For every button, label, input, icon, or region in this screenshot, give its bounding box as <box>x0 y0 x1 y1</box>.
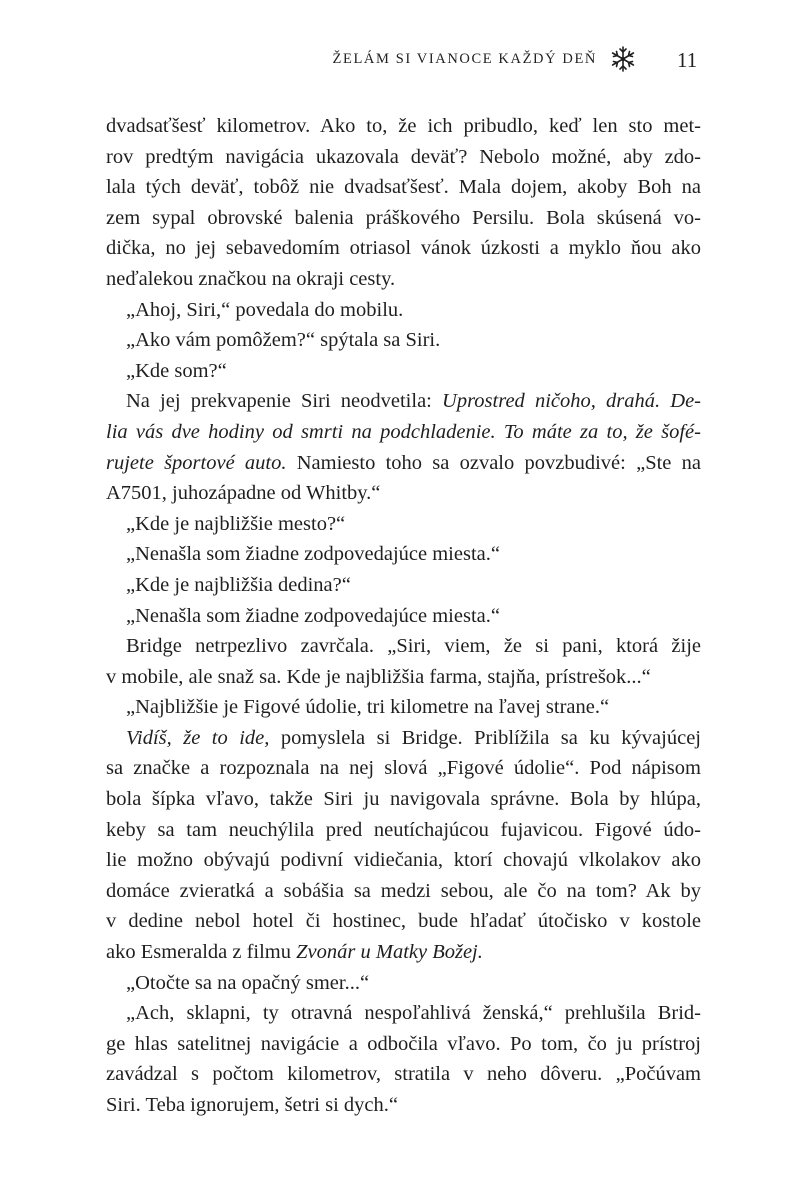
page-number: 11 <box>677 48 698 72</box>
body-text <box>106 111 701 1121</box>
text-line: „Nenašla som žiadne zodpovedajúce miesta.“ <box>126 543 500 566</box>
text-line: „Otočte sa na opačný smer...“ <box>126 971 370 994</box>
text-line: ako Esmeralda z filmu Zvonár u Matky Božej. <box>106 941 483 964</box>
text-line: sa značke a rozpoznala na nej slová „Figové údolie“. Pod nápisom <box>106 757 701 780</box>
text-line: „Ako vám pomôžem?“ spýtala sa Siri. <box>126 329 441 352</box>
text-line: „Nenašla som žiadne zodpovedajúce miesta.“ <box>126 604 500 627</box>
text-line: Vidíš, že to ide, pomyslela si Bridge. Priblížila sa ku kývajúcej <box>126 726 701 749</box>
text-line: „Kde som?“ <box>126 359 227 382</box>
text-line: Siri. Teba ignorujem, šetri si dych.“ <box>106 1094 398 1116</box>
text-line: neďalekou značkou na okraji cesty. <box>106 267 396 290</box>
text-line: Bridge netrpezlivo zavrčala. „Siri, viem, že si pani, ktorá žije <box>126 635 701 658</box>
text-line: lia vás dve hodiny od smrti na podchladenie. To máte za to, že šofé- <box>106 420 701 443</box>
text-line: domáce zvieratká a sobášia sa medzi sebou, ale čo na tom? Ak by <box>106 879 701 902</box>
text-line: „Najbližšie je Figové údolie, tri kilometre na ľavej strane.“ <box>126 696 610 719</box>
text-line: bola šípka vľavo, takže Siri ju navigovala správne. Bola by hlúpa, <box>106 788 701 811</box>
text-line: ge hlas satelitnej navigácie a odbočila vľavo. Po tom, čo ju prístroj <box>106 1032 701 1055</box>
text-line: v mobile, ale snaž sa. Kde je najbližšia farma, stajňa, prístrešok...“ <box>106 665 651 688</box>
snowflake-icon <box>610 46 636 72</box>
text-line: rujete športové auto. Namiesto toho sa ozvalo povzbudivé: „Ste na <box>106 451 701 474</box>
text-line: A7501, juhozápadne od Whitby.“ <box>106 482 381 505</box>
text-line: „Kde je najbližšia dedina?“ <box>126 573 351 596</box>
text-line: dička, no jej sebavedomím otriasol vánok úzkosti a myklo ňou ako <box>106 237 701 260</box>
text-line: rov predtým navigácia ukazovala deväť? Nebolo možné, aby zdo- <box>106 145 701 168</box>
text-line: Na jej prekvapenie Siri neodvetila: Uprostred ničoho, drahá. De- <box>126 390 702 413</box>
text-line: „Kde je najbližšie mesto?“ <box>126 512 346 535</box>
text-line: dvadsaťšesť kilometrov. Ako to, že ich pribudlo, keď len sto met- <box>106 115 701 137</box>
text-line: „Ahoj, Siri,“ povedala do mobilu. <box>126 298 404 321</box>
text-line: zavádzal s počtom kilometrov, stratila v neho dôveru. „Počúvam <box>106 1063 701 1086</box>
text-line: v dedine nebol hotel či hostinec, bude hľadať útočisko v kostole <box>106 910 701 933</box>
text-line: lala tých deväť, tobôž nie dvadsaťšesť. Mala dojem, akoby Boh na <box>106 176 701 199</box>
page-header <box>0 46 793 76</box>
running-title: ŽELÁM SI VIANOCE KAŽDÝ DEŇ <box>332 51 597 67</box>
text-line: lie možno obývajú podivní vidiečania, ktorí chovajú vlkolakov ako <box>106 849 701 872</box>
text-line: zem sypal obrovské balenia práškového Persilu. Bola skúsená vo- <box>106 206 701 229</box>
text-line: „Ach, sklapni, ty otravná nespoľahlivá ženská,“ prehlušila Brid- <box>126 1002 701 1025</box>
text-line: keby sa tam neuchýlila pred neutíchajúcou fujavicou. Figové údo- <box>106 818 701 841</box>
